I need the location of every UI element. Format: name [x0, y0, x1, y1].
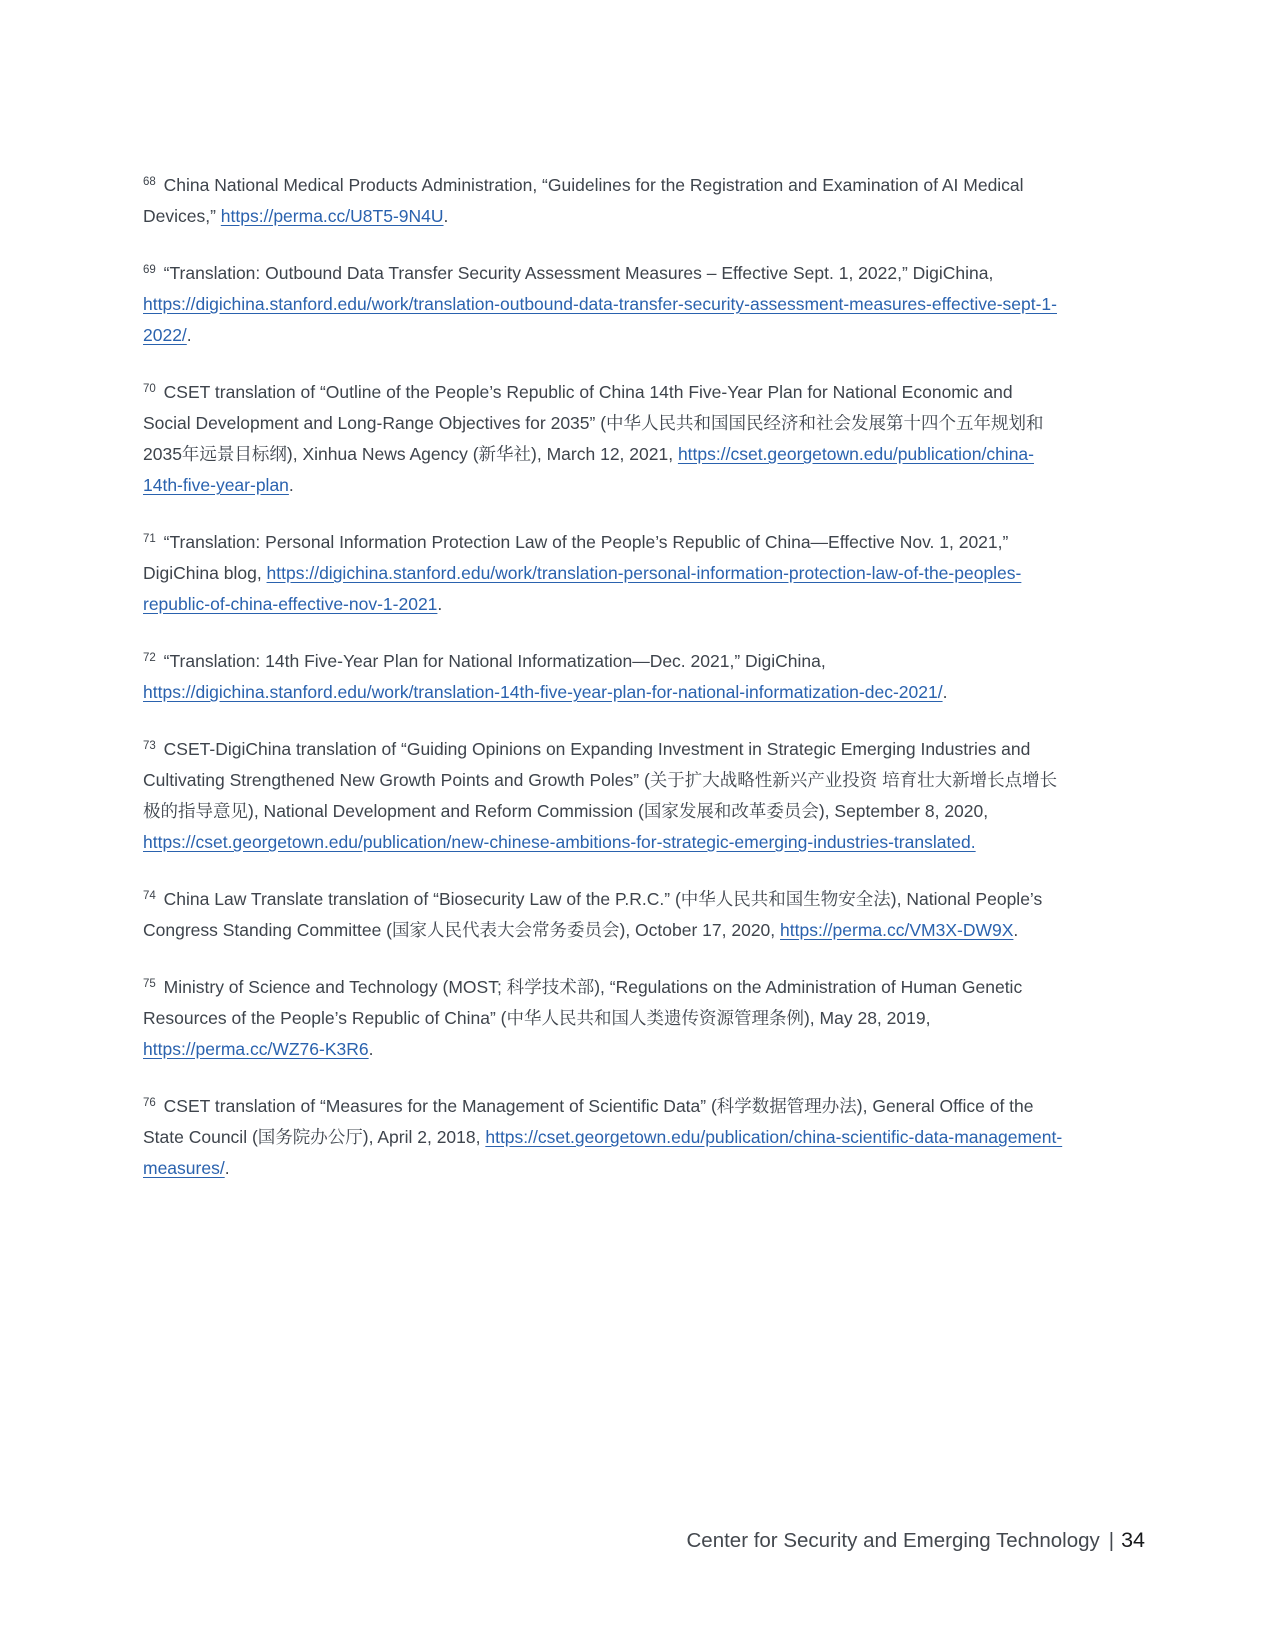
footnote-text: Ministry of Science and Technology (MOST; 科学技术部), “Regulations on the Administration of Human Genetic Resources of the People’s Republic of China” (中华人民共和国人类遗传资源管理条例), May 28, 2019, — [143, 977, 1023, 1028]
footnote-marker: 73 — [143, 740, 156, 752]
footnote-text: . — [368, 1039, 374, 1059]
footnote-link[interactable]: https://cset.georgetown.edu/publication/china-14th-five-year-plan — [143, 444, 1034, 495]
footnote-link[interactable]: https://digichina.stanford.edu/work/translation-personal-information-protection-law-of-the-peoples-republic-of-china-effective-nov-1-2021 — [143, 563, 1022, 614]
footer-org-name: Center for Security and Emerging Technology — [686, 1529, 1100, 1552]
footnote-68 — [143, 170, 1065, 232]
footnote-marker: 75 — [143, 978, 156, 990]
footnote-link[interactable]: https://cset.georgetown.edu/publication/china-scientific-data-management-measures/ — [143, 1127, 1063, 1178]
page-number: 34 — [1121, 1528, 1145, 1552]
footnote-71 — [143, 527, 1065, 620]
footnote-text: . — [443, 206, 449, 226]
footnote-text: “Translation: Outbound Data Transfer Security Assessment Measures – Effective Sept. 1, 2022,” DigiChina, — [163, 263, 994, 283]
footnote-link[interactable]: https://perma.cc/VM3X-DW9X — [780, 920, 1014, 940]
footnote-text: . — [288, 475, 294, 495]
footnote-text: . — [942, 682, 948, 702]
footnote-link[interactable]: https://perma.cc/U8T5-9N4U — [220, 206, 444, 226]
footnote-text: CSET translation of “Outline of the People’s Republic of China 14th Five-Year Plan for National Economic and Social Development and Long-Range Objectives for 2035” (中华人民共和国国民经济和社会发展第十四个五年规划和2035年远景目标纲), Xinhua News Agency (新华社), March 12, 2021, — [143, 382, 1044, 464]
page-footer — [686, 1525, 1145, 1556]
footnote-69 — [143, 258, 1065, 351]
footnote-73 — [143, 734, 1065, 858]
footer-separator: | — [1108, 1529, 1115, 1552]
footnote-text: China National Medical Products Administration, “Guidelines for the Registration and Examination of AI Medical Devices,” — [143, 175, 1024, 226]
footnote-text: “Translation: Personal Information Protection Law of the People’s Republic of China—Effective Nov. 1, 2021,” DigiChina blog, — [143, 532, 1009, 583]
footnote-marker: 69 — [143, 264, 156, 276]
footnote-74 — [143, 884, 1065, 946]
footnote-text: . — [186, 325, 192, 345]
footnote-marker: 74 — [143, 890, 156, 902]
footnote-marker: 71 — [143, 533, 156, 545]
footnote-text: . — [437, 594, 443, 614]
footnotes-section — [143, 170, 1065, 1210]
footnote-marker: 70 — [143, 383, 156, 395]
footnote-link[interactable]: https://digichina.stanford.edu/work/translation-outbound-data-transfer-security-assessment-measures-effective-sept-1-2022/ — [143, 294, 1057, 345]
footnote-text: “Translation: 14th Five-Year Plan for National Informatization—Dec. 2021,” DigiChina, — [163, 651, 826, 671]
footnote-text: CSET-DigiChina translation of “Guiding Opinions on Expanding Investment in Strategic Emerging Industries and Cultivating Strengthened New Growth Points and Growth Poles” (关于扩大战略性新兴产业投资 培育壮大新增长点增长极的指导意见), National Development and Reform Commission (国家发展和改革委员会), September 8, 2020, — [143, 739, 1058, 821]
footnote-70 — [143, 377, 1065, 501]
footnote-text: China Law Translate translation of “Biosecurity Law of the P.R.C.” (中华人民共和国生物安全法), National People’s Congress Standing Committee (国家人民代表大会常务委员会), October 17, 2020, — [143, 889, 1043, 940]
footnote-link[interactable]: https://cset.georgetown.edu/publication/new-chinese-ambitions-for-strategic-emerging-industries-translated. — [143, 832, 976, 852]
footnote-text: . — [224, 1158, 230, 1178]
footnote-72 — [143, 646, 1065, 708]
footnote-76 — [143, 1091, 1065, 1184]
footnote-text: CSET translation of “Measures for the Management of Scientific Data” (科学数据管理办法), General Office of the State Council (国务院办公厅), April 2, 2018, — [143, 1096, 1034, 1147]
footnote-marker: 68 — [143, 176, 156, 188]
footnote-link[interactable]: https://digichina.stanford.edu/work/translation-14th-five-year-plan-for-national-informatization-dec-2021/ — [143, 682, 943, 702]
footnote-marker: 76 — [143, 1097, 156, 1109]
footnote-marker: 72 — [143, 652, 156, 664]
footnote-75 — [143, 972, 1065, 1065]
footnote-text: . — [1013, 920, 1019, 940]
footnote-link[interactable]: https://perma.cc/WZ76-K3R6 — [143, 1039, 369, 1059]
